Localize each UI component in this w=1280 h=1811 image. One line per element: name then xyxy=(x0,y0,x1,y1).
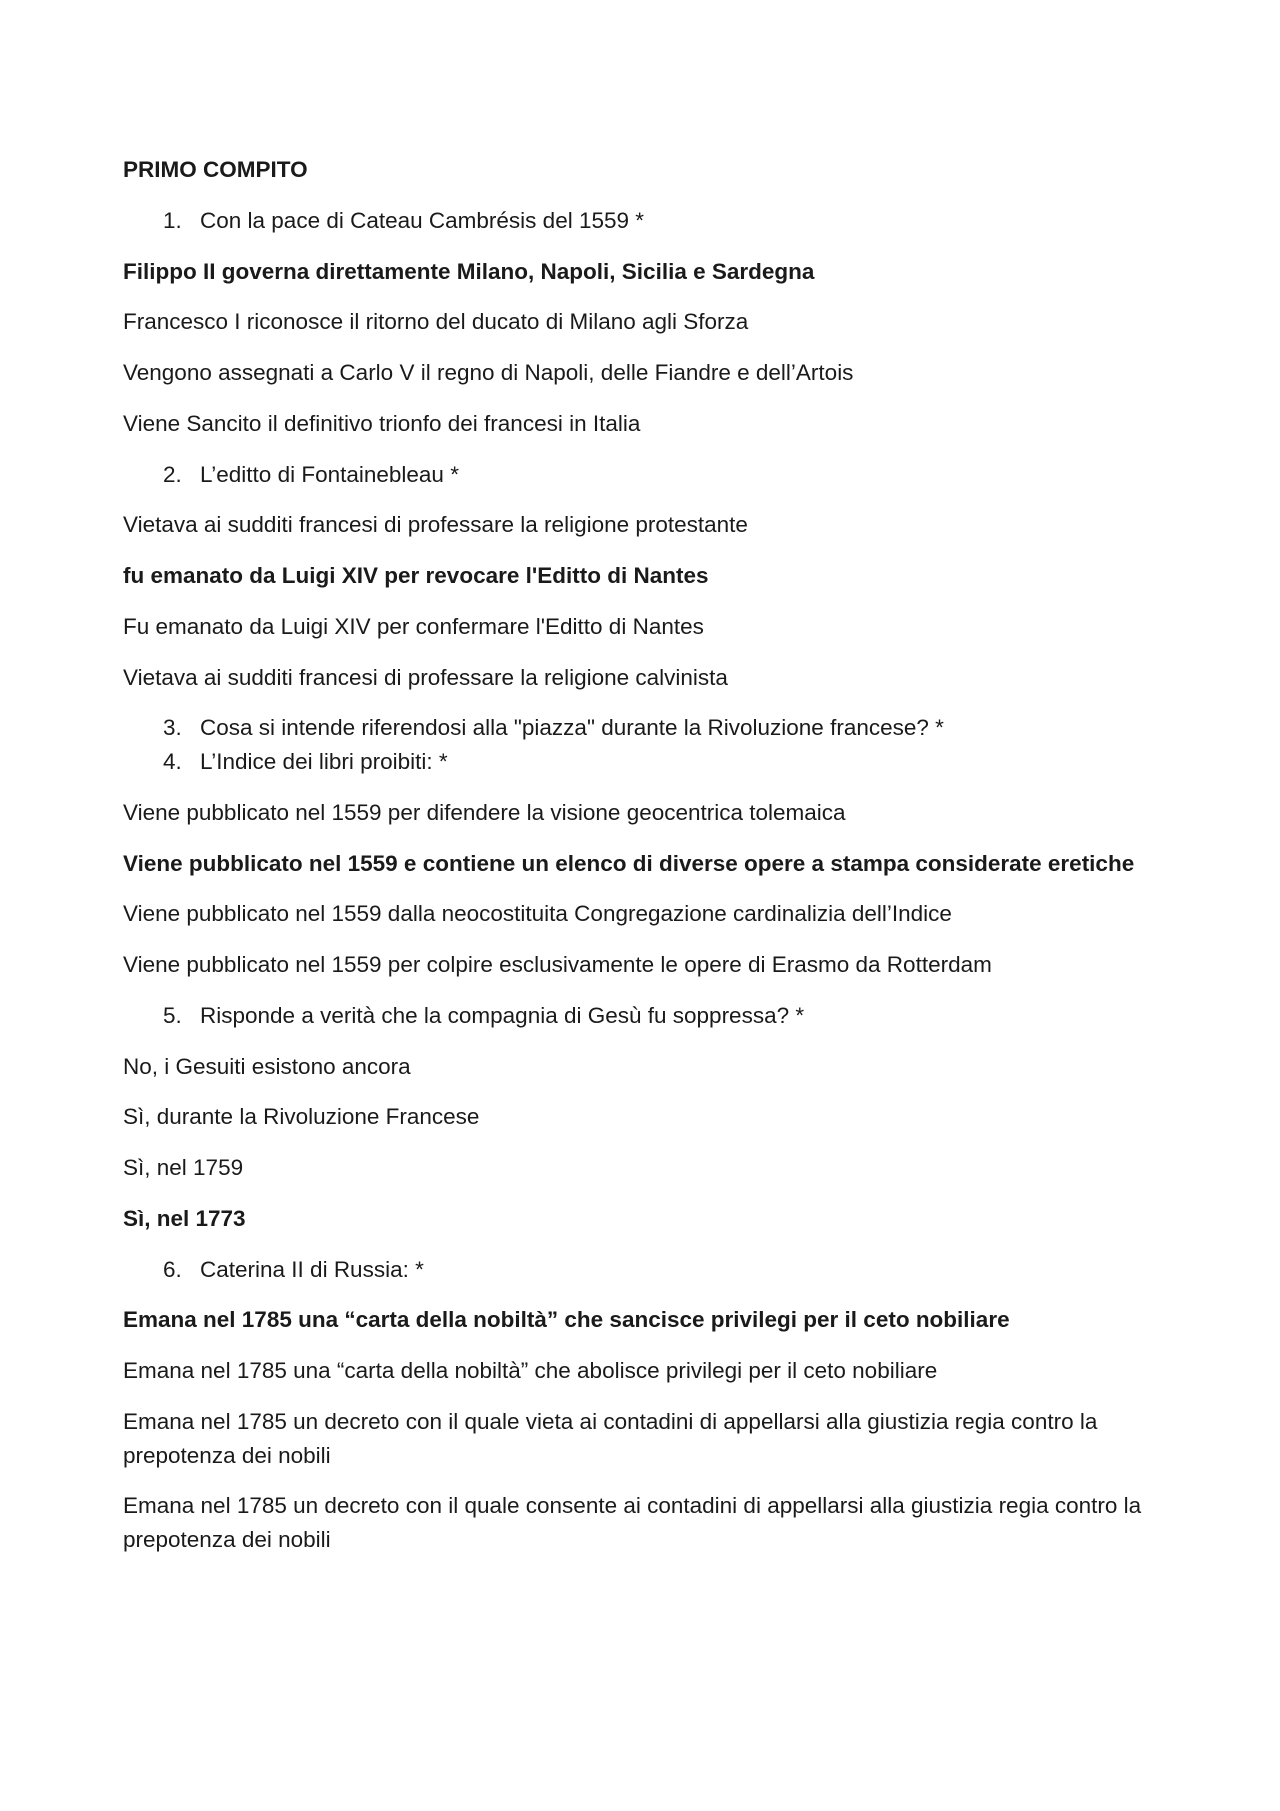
question-text: L’editto di Fontainebleau * xyxy=(200,461,459,487)
question-5 xyxy=(123,999,1163,1033)
answer-option: No, i Gesuiti esistono ancora xyxy=(123,1053,411,1079)
question-number: 5. xyxy=(163,1002,182,1028)
question-number: 4. xyxy=(163,749,182,774)
question-list xyxy=(123,999,1163,1033)
answer-option: Emana nel 1785 un decreto con il quale consente ai contadini di appellarsi alla giustizia regia contro la prepotenza dei nobili xyxy=(123,1493,1142,1552)
answer-correct: Viene pubblicato nel 1559 e contiene un elenco di diverse opere a stampa considerate eretiche xyxy=(123,850,1135,876)
answer-correct: fu emanato da Luigi XIV per revocare l'Editto di Nantes xyxy=(123,563,709,588)
question-text: Risponde a verità che la compagnia di Gesù fu soppressa? * xyxy=(200,1002,805,1028)
question-text: Caterina II di Russia: * xyxy=(200,1256,424,1282)
question-text: Cosa si intende riferendosi alla "piazza" durante la Rivoluzione francese? * xyxy=(200,715,944,741)
question-text: Con la pace di Cateau Cambrésis del 1559 * xyxy=(200,207,645,233)
answer-option: Emana nel 1785 una “carta della nobiltà” che abolisce privilegi per il ceto nobiliare xyxy=(123,1358,938,1383)
question-1 xyxy=(123,204,1163,238)
answer-correct: Sì, nel 1773 xyxy=(123,1205,246,1231)
question-3 xyxy=(123,711,1163,745)
answer-option: Sì, nel 1759 xyxy=(123,1155,244,1180)
question-2 xyxy=(123,458,1163,492)
question-list xyxy=(123,711,1163,779)
document-title: PRIMO COMPITO xyxy=(123,157,308,182)
document-content xyxy=(123,153,1163,1574)
question-number: 6. xyxy=(163,1256,182,1282)
answer-option: Viene pubblicato nel 1559 per difendere la visione geocentrica tolemaica xyxy=(123,799,846,825)
answer-option: Fu emanato da Luigi XIV per confermare l'Editto di Nantes xyxy=(123,613,704,639)
answer-option: Francesco I riconosce il ritorno del ducato di Milano agli Sforza xyxy=(123,309,749,335)
question-6 xyxy=(123,1253,1163,1287)
answer-option: Vietava ai sudditi francesi di professare la religione protestante xyxy=(123,512,748,538)
answer-option: Vengono assegnati a Carlo V il regno di Napoli, delle Fiandre e dell’Artois xyxy=(123,360,854,385)
question-text: L’Indice dei libri proibiti: * xyxy=(200,749,448,774)
answer-correct: Filippo II governa direttamente Milano, Napoli, Sicilia e Sardegna xyxy=(123,258,815,284)
answer-option: Sì, durante la Rivoluzione Francese xyxy=(123,1104,480,1130)
answer-option: Viene pubblicato nel 1559 per colpire esclusivamente le opere di Erasmo da Rotterdam xyxy=(123,952,992,977)
question-list xyxy=(123,1253,1163,1287)
question-number: 2. xyxy=(163,461,182,487)
question-list xyxy=(123,458,1163,492)
question-4 xyxy=(123,745,1163,779)
answer-option: Emana nel 1785 un decreto con il quale vieta ai contadini di appellarsi alla giustizia regia contro la prepotenza dei nobili xyxy=(123,1408,1098,1468)
question-list xyxy=(123,204,1163,238)
answer-correct: Emana nel 1785 una “carta della nobiltà” che sancisce privilegi per il ceto nobiliare xyxy=(123,1307,1010,1333)
answer-option: Viene Sancito il definitivo trionfo dei francesi in Italia xyxy=(123,410,641,436)
answer-option: Vietava ai sudditi francesi di professare la religione calvinista xyxy=(123,664,728,690)
answer-option: Viene pubblicato nel 1559 dalla neocostituita Congregazione cardinalizia dell’Indice xyxy=(123,901,952,927)
question-number: 3. xyxy=(163,715,182,741)
question-number: 1. xyxy=(163,207,182,233)
